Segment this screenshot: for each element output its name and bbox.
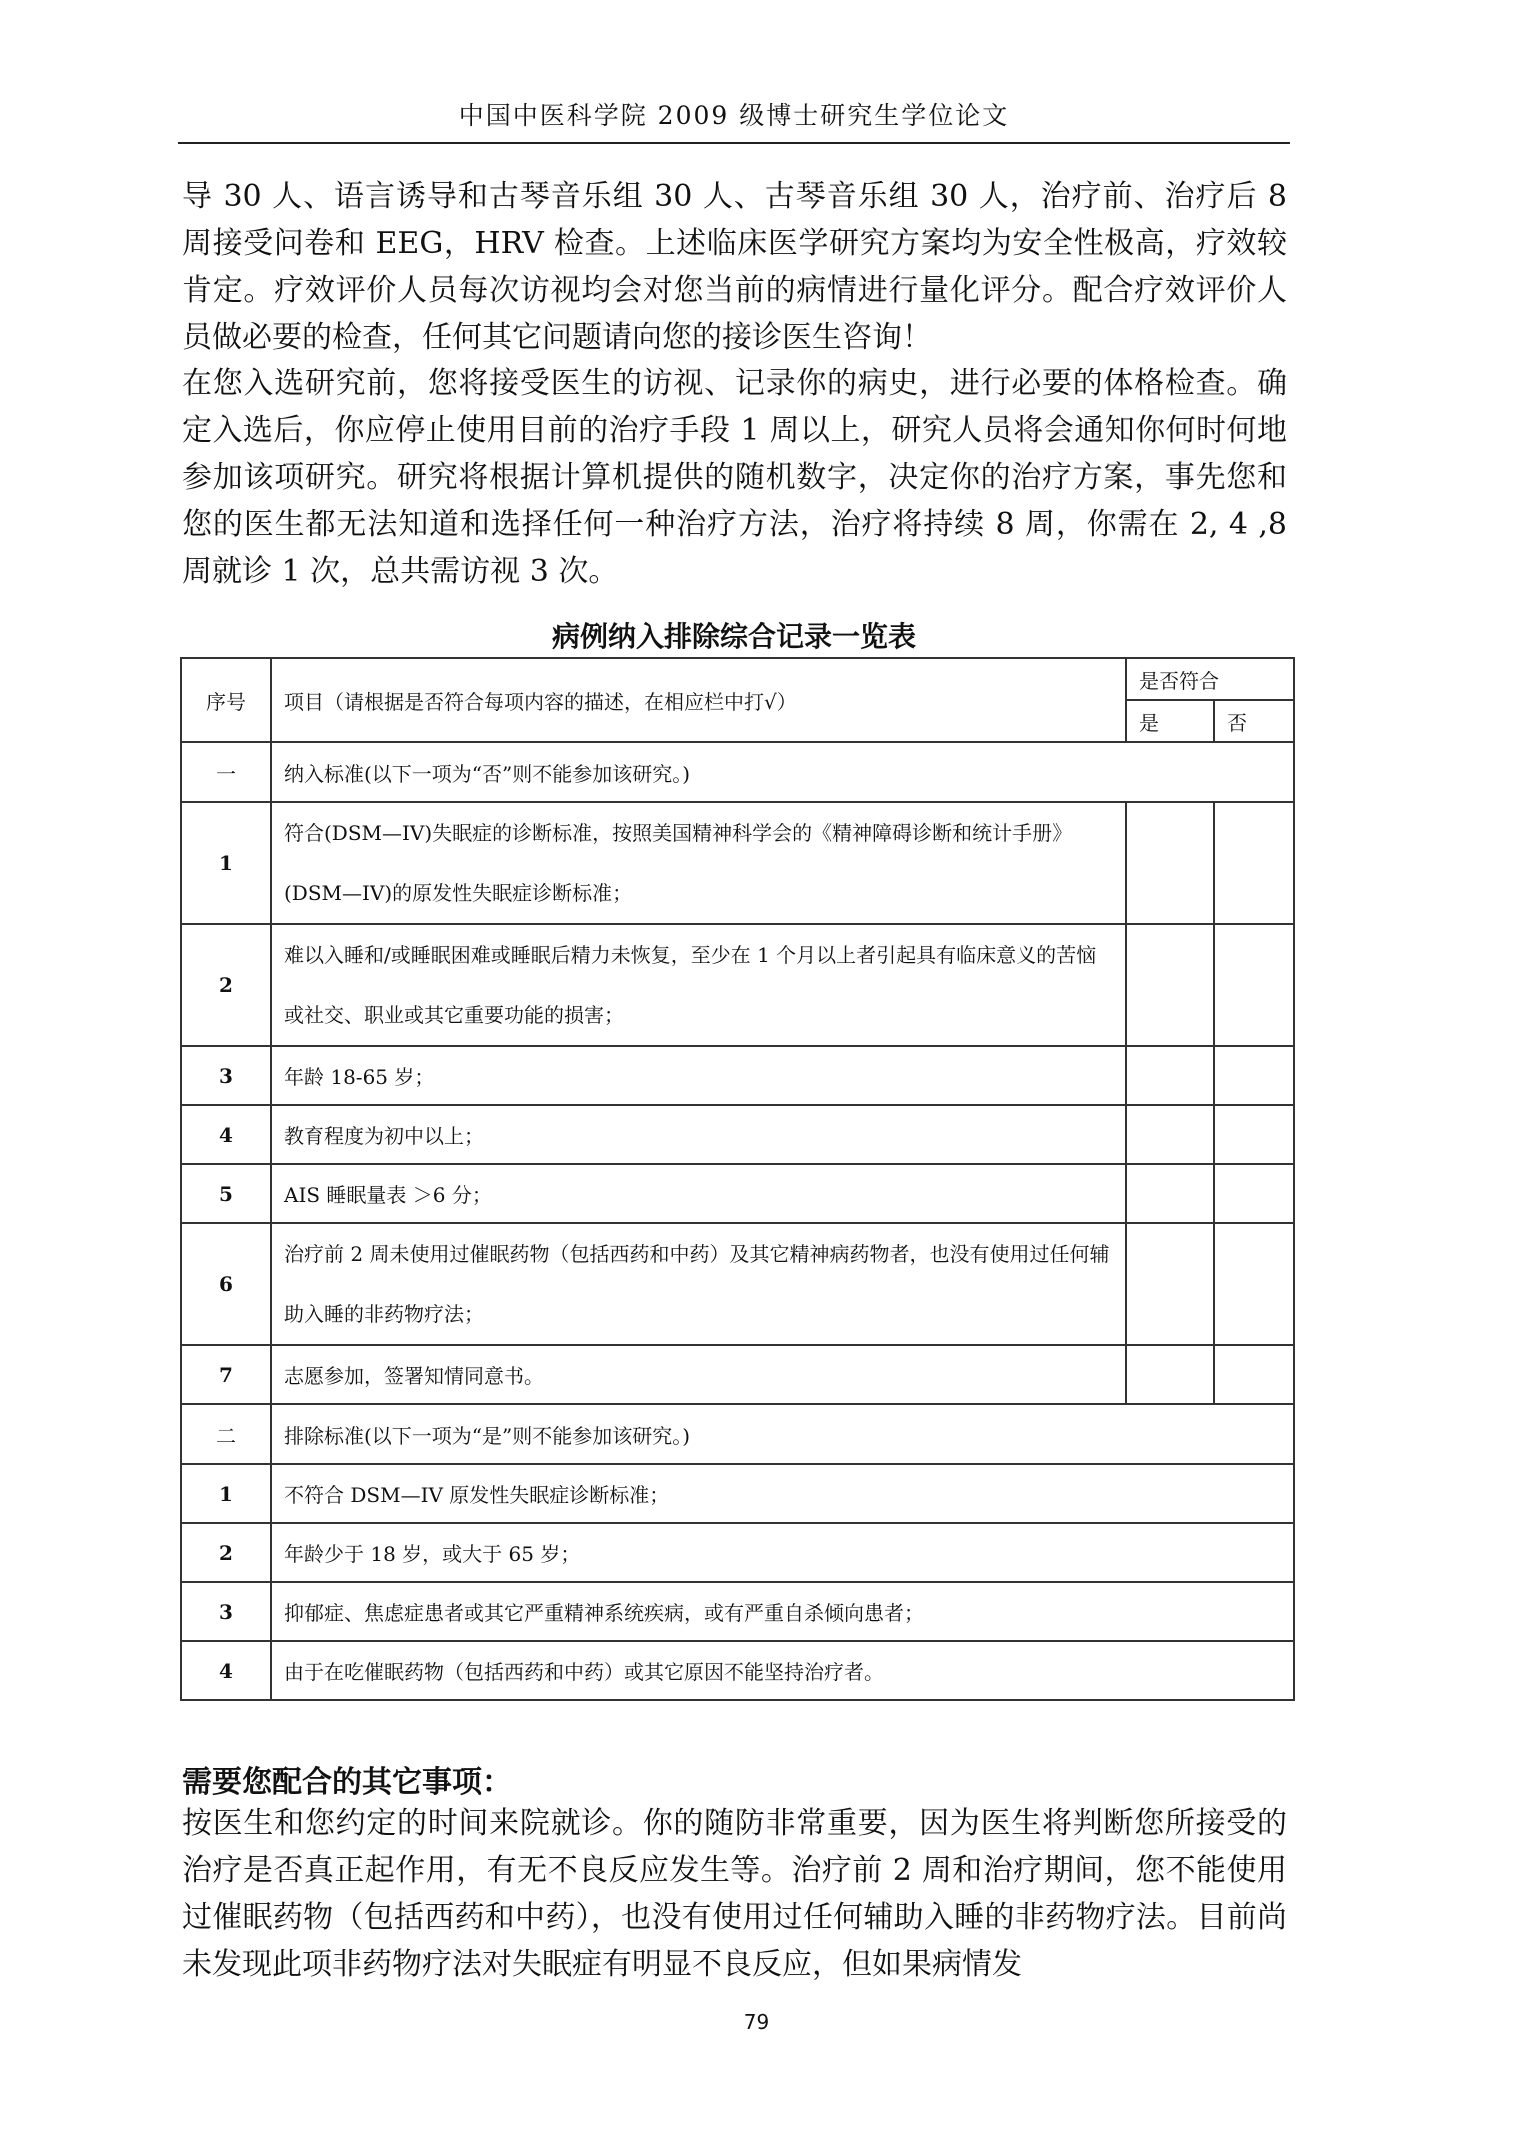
row-text: 符合(DSM—IV)失眠症的诊断标准，按照美国精神科学会的《精神障碍诊断和统计手册》(DSM—IV)的原发性失眠症诊断标准；	[271, 802, 1126, 924]
table-row	[181, 1164, 1294, 1223]
check-yes-cell[interactable]	[1126, 1164, 1214, 1223]
section-title: 纳入标准(以下一项为“否”则不能参加该研究。)	[271, 742, 1294, 802]
check-yes-cell[interactable]	[1126, 1046, 1214, 1105]
row-text: 年龄少于 18 岁，或大于 65 岁；	[271, 1523, 1294, 1582]
row-number: 7	[181, 1345, 271, 1404]
table-row	[181, 1464, 1294, 1523]
header-no: 否	[1214, 700, 1294, 742]
header-yes: 是	[1126, 700, 1214, 742]
row-number: 1	[181, 1464, 271, 1523]
row-text: 抑郁症、焦虑症患者或其它严重精神系统疾病，或有严重自杀倾向患者；	[271, 1582, 1294, 1641]
table-row	[181, 1582, 1294, 1641]
check-yes-cell[interactable]	[1126, 802, 1214, 924]
row-text: 年龄 18-65 岁；	[271, 1046, 1126, 1105]
table-row	[181, 802, 1294, 924]
row-text: 由于在吃催眠药物（包括西药和中药）或其它原因不能坚持治疗者。	[271, 1641, 1294, 1700]
section-exclusion-row	[181, 1404, 1294, 1464]
section-number: 一	[181, 742, 271, 802]
header-item: 项目（请根据是否符合每项内容的描述，在相应栏中打√）	[271, 658, 1126, 742]
check-yes-cell[interactable]	[1126, 1223, 1214, 1345]
row-number: 1	[181, 802, 271, 924]
table-row	[181, 1223, 1294, 1345]
check-no-cell[interactable]	[1214, 1345, 1294, 1404]
row-text: AIS 睡眠量表 ＞6 分；	[271, 1164, 1126, 1223]
row-text: 难以入睡和/或睡眠困难或睡眠后精力未恢复，至少在 1 个月以上者引起具有临床意义的苦恼或社交、职业或其它重要功能的损害；	[271, 924, 1126, 1046]
row-number: 2	[181, 924, 271, 1046]
section-number: 二	[181, 1404, 271, 1464]
section-title: 排除标准(以下一项为“是”则不能参加该研究。)	[271, 1404, 1294, 1464]
row-text: 志愿参加，签署知情同意书。	[271, 1345, 1126, 1404]
header-serial: 序号	[181, 658, 271, 742]
other-matters-title: 需要您配合的其它事项：	[182, 1765, 512, 1800]
row-number: 6	[181, 1223, 271, 1345]
page-header: 中国中医科学院 2009 级博士研究生学位论文	[178, 96, 1290, 144]
check-yes-cell[interactable]	[1126, 924, 1214, 1046]
row-number: 3	[181, 1582, 271, 1641]
check-no-cell[interactable]	[1214, 1105, 1294, 1164]
table-row	[181, 1523, 1294, 1582]
check-no-cell[interactable]	[1214, 802, 1294, 924]
header-match: 是否符合	[1126, 658, 1294, 700]
paragraph-other-matters: 按医生和您约定的时间来院就诊。你的随防非常重要，因为医生将判断您所接受的治疗是否真正起作用，有无不良反应发生等。治疗前 2 周和治疗期间，您不能使用过催眠药物（包括西药和中药），也没有使用过任何辅助入睡的非药物疗法。目前尚未发现此项非药物疗法对失眠症有明显不良反应，但如果病情发	[182, 1806, 1287, 1982]
row-number: 2	[181, 1523, 271, 1582]
paragraph-enrollment: 在您入选研究前，您将接受医生的访视、记录你的病史，进行必要的体格检查。确定入选后，你应停止使用目前的治疗手段 1 周以上，研究人员将会通知你何时何地参加该项研究。研究将根据计算机提供的随机数字，决定你的治疗方案，事先您和您的医生都无法知道和选择任何一种治疗方法，治疗将持续 8 周，你需在 2, 4 ,8 周就诊 1 次，总共需访视 3 次。	[182, 366, 1287, 589]
row-text: 治疗前 2 周未使用过催眠药物（包括西药和中药）及其它精神病药物者，也没有使用过任何辅助入睡的非药物疗法；	[271, 1223, 1126, 1345]
row-text: 教育程度为初中以上；	[271, 1105, 1126, 1164]
check-yes-cell[interactable]	[1126, 1105, 1214, 1164]
section-inclusion-row	[181, 742, 1294, 802]
table-row	[181, 1105, 1294, 1164]
table-row	[181, 924, 1294, 1046]
table-row	[181, 1046, 1294, 1105]
table-header-row	[181, 658, 1294, 700]
row-number: 4	[181, 1105, 271, 1164]
check-no-cell[interactable]	[1214, 1046, 1294, 1105]
table-row	[181, 1345, 1294, 1404]
row-number: 5	[181, 1164, 271, 1223]
row-text: 不符合 DSM—IV 原发性失眠症诊断标准；	[271, 1464, 1294, 1523]
row-number: 3	[181, 1046, 271, 1105]
table-row	[181, 1641, 1294, 1700]
check-no-cell[interactable]	[1214, 1164, 1294, 1223]
check-yes-cell[interactable]	[1126, 1345, 1214, 1404]
page-number: 79	[743, 2010, 770, 2034]
check-no-cell[interactable]	[1214, 1223, 1294, 1345]
paragraph-study-groups: 导 30 人、语言诱导和古琴音乐组 30 人、古琴音乐组 30 人，治疗前、治疗后 8 周接受问卷和 EEG，HRV 检查。上述临床医学研究方案均为安全性极高，疗效较肯定。疗效评价人员每次访视均会对您当前的病情进行量化评分。配合疗效评价人员做必要的检查，任何其它问题请向您的接诊医生咨询！	[182, 179, 1287, 355]
row-number: 4	[181, 1641, 271, 1700]
table-title: 病例纳入排除综合记录一览表	[551, 620, 916, 653]
check-no-cell[interactable]	[1214, 924, 1294, 1046]
criteria-table	[180, 657, 1295, 1701]
